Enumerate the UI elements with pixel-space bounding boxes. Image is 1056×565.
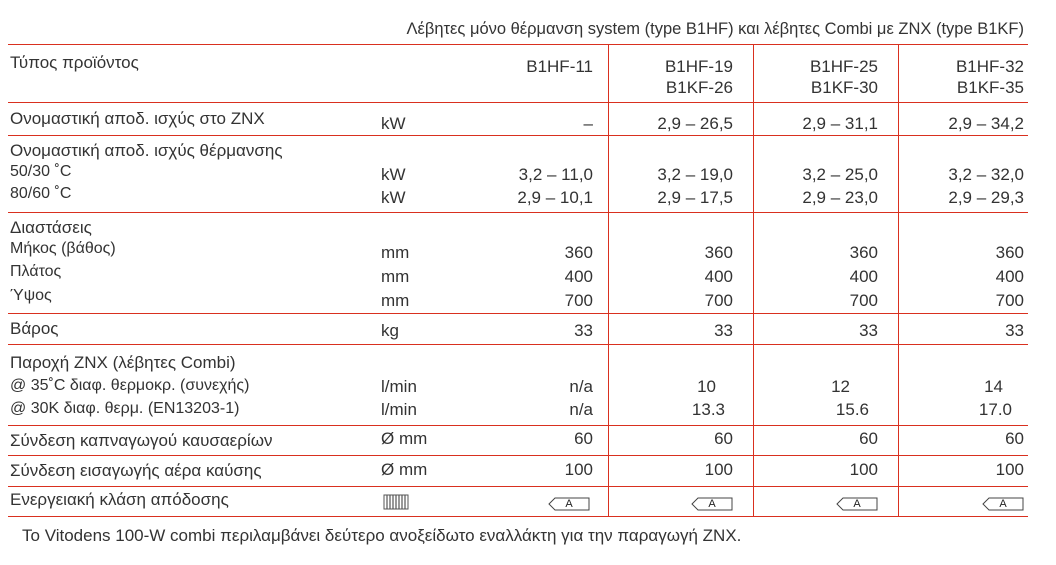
row-label: Παροχή ZNX (λέβητες Combi) xyxy=(10,353,236,372)
rule xyxy=(8,344,1028,345)
cell-value: 15.6 xyxy=(835,400,869,419)
cell-value: 2,9 – 10,1 xyxy=(517,188,593,207)
table-header: Λέβητες μόνο θέρμανση system (type B1HF) και λέβητες Combi με ZNX (type B1KF) xyxy=(406,20,1024,38)
cell-value: 60 xyxy=(574,429,593,448)
cell-value: 2,9 – 31,1 xyxy=(802,114,878,133)
cell-value: 10 xyxy=(697,377,716,396)
energy-class-badge xyxy=(836,497,878,511)
energy-class-value: A xyxy=(708,498,716,510)
rule xyxy=(8,102,1028,103)
row-sublabel: @ 35˚C διαφ. θερμοκρ. (συνεχής) xyxy=(10,377,250,394)
cell-value: 100 xyxy=(564,460,593,479)
rule xyxy=(8,486,1028,487)
cell-value: 700 xyxy=(849,291,878,310)
energy-class-value: A xyxy=(853,498,861,510)
cell-value: 2,9 – 23,0 xyxy=(802,188,878,207)
row-label: Διαστάσεις xyxy=(10,218,92,237)
row-label: Σύνδεση εισαγωγής αέρα καύσης xyxy=(10,461,262,480)
row-label: Ονομαστική αποδ. ισχύς στο ZNX xyxy=(10,109,265,128)
model-1-line1: B1HF-11 xyxy=(526,57,593,76)
cell-value: 33 xyxy=(1005,321,1024,340)
cell-value: 3,2 – 25,0 xyxy=(802,165,878,184)
cell-value: 33 xyxy=(574,321,593,340)
energy-class-value: A xyxy=(999,498,1007,510)
cell-value: n/a xyxy=(569,377,593,396)
rule xyxy=(8,425,1028,426)
row-sublabel: 50/30 ˚C xyxy=(10,163,72,180)
row-sublabel: Μήκος (βάθος) xyxy=(10,240,116,257)
cell-value: 3,2 – 11,0 xyxy=(518,165,593,184)
cell-value: 360 xyxy=(704,243,733,262)
energy-class-value: A xyxy=(565,498,573,510)
row-sublabel: Πλάτος xyxy=(10,263,62,280)
rule xyxy=(8,313,1028,314)
cell-value: 60 xyxy=(859,429,878,448)
product-type-label: Τύπος προϊόντος xyxy=(10,53,139,72)
footnote: Το Vitodens 100-W combi περιλαμβάνει δεύτερο ανοξείδωτο εναλλάκτη για την παραγωγή ZNX. xyxy=(22,526,742,545)
row-unit: mm xyxy=(381,243,410,262)
radiator-icon xyxy=(383,493,409,511)
row-sublabel: 80/60 ˚C xyxy=(10,185,72,202)
cell-value: 100 xyxy=(849,460,878,479)
row-unit: kW xyxy=(381,165,406,184)
row-unit: mm xyxy=(381,291,410,310)
cell-value: 60 xyxy=(1005,429,1024,448)
row-unit: mm xyxy=(381,267,410,286)
row-unit: kg xyxy=(381,321,399,340)
cell-value: 17.0 xyxy=(978,400,1012,419)
rule xyxy=(8,135,1028,136)
cell-value: 700 xyxy=(995,291,1024,310)
cell-value: 700 xyxy=(564,291,593,310)
cell-value: 12 xyxy=(831,377,850,396)
row-unit: kW xyxy=(381,188,406,207)
cell-value: n/a xyxy=(569,400,593,419)
row-unit: l/min xyxy=(381,400,417,419)
model-2-line2: B1KF-26 xyxy=(665,78,733,97)
row-unit: kW xyxy=(381,114,406,133)
row-unit: Ø mm xyxy=(381,429,428,448)
cell-value: 100 xyxy=(995,460,1024,479)
cell-value: 13.3 xyxy=(691,400,725,419)
cell-value: 2,9 – 26,5 xyxy=(657,114,733,133)
cell-value: 400 xyxy=(995,267,1024,286)
cell-value: 33 xyxy=(859,321,878,340)
rule xyxy=(8,455,1028,456)
row-sublabel: @ 30K διαφ. θερμ. (EN13203-1) xyxy=(10,400,240,417)
cell-value: 3,2 – 32,0 xyxy=(948,165,1024,184)
rule xyxy=(8,212,1028,213)
row-label: Ονομαστική αποδ. ισχύς θέρμανσης xyxy=(10,141,283,160)
cell-value: 400 xyxy=(849,267,878,286)
model-4-line1: B1HF-32 xyxy=(955,57,1024,76)
cell-value: 100 xyxy=(704,460,733,479)
rule xyxy=(8,44,1028,45)
model-4-line2: B1KF-35 xyxy=(956,78,1024,97)
cell-value: 33 xyxy=(714,321,733,340)
row-sublabel: Ύψος xyxy=(10,287,52,304)
model-2-line1: B1HF-19 xyxy=(664,57,733,76)
energy-class-badge xyxy=(982,497,1024,511)
cell-value: 2,9 – 34,2 xyxy=(948,114,1024,133)
row-label: Σύνδεση καπναγωγού καυσαερίων xyxy=(10,431,273,450)
energy-class-badge xyxy=(548,497,590,511)
row-unit: l/min xyxy=(381,377,417,396)
model-3-line1: B1HF-25 xyxy=(809,57,878,76)
cell-value: – xyxy=(583,114,593,133)
cell-value: 60 xyxy=(714,429,733,448)
cell-value: 360 xyxy=(995,243,1024,262)
energy-class-badge xyxy=(691,497,733,511)
cell-value: 2,9 – 29,3 xyxy=(948,188,1024,207)
row-label: Βάρος xyxy=(10,319,59,338)
row-label: Ενεργειακή κλάση απόδοσης xyxy=(10,490,229,509)
row-unit: Ø mm xyxy=(381,460,428,479)
cell-value: 14 xyxy=(984,377,1003,396)
cell-value: 400 xyxy=(564,267,593,286)
cell-value: 360 xyxy=(564,243,593,262)
cell-value: 3,2 – 19,0 xyxy=(657,165,733,184)
cell-value: 360 xyxy=(849,243,878,262)
cell-value: 2,9 – 17,5 xyxy=(657,188,733,207)
cell-value: 700 xyxy=(704,291,733,310)
rule xyxy=(8,516,1028,517)
model-3-line2: B1KF-30 xyxy=(810,78,878,97)
cell-value: 400 xyxy=(704,267,733,286)
